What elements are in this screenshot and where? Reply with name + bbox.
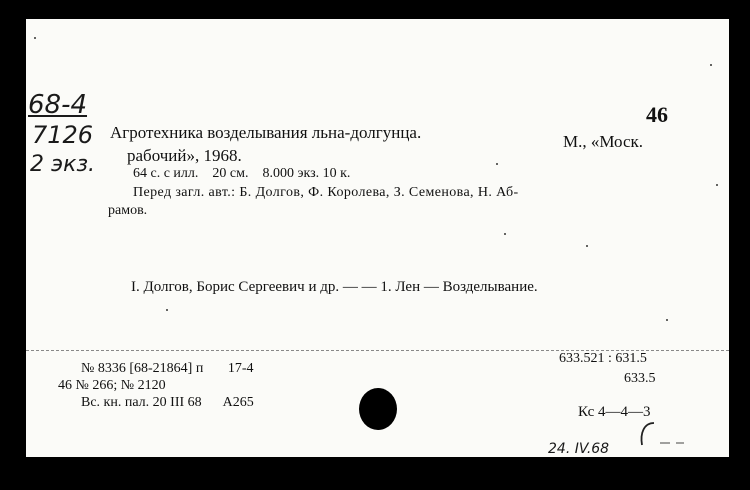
speck: [586, 245, 588, 247]
speck: [666, 319, 668, 321]
footer-card-refs: 46 № 266; № 2120: [58, 378, 166, 393]
speck: [166, 309, 168, 311]
speck: [504, 233, 506, 235]
speck: [34, 37, 36, 39]
tracing: I. Долгов, Борис Сергеевич и др. — — 1. Лен — Возделывание.: [131, 279, 538, 295]
note-line-1: Перед загл. авт.: Б. Долгов, Ф. Королева, З. Семенова, Н. Аб-: [133, 185, 519, 200]
catalog-card: [26, 19, 729, 457]
handwritten-date: 24. IV.68: [548, 441, 610, 457]
physical-description: 64 с. с илл. 20 см. 8.000 экз. 10 к.: [133, 166, 351, 181]
speck: [710, 64, 712, 66]
title-line-1: Агротехника возделывания льна-долгунца.: [110, 123, 422, 142]
title-line-2: рабочий», 1968.: [127, 146, 242, 165]
classification-udc-2: 633.5: [624, 371, 656, 386]
publisher-line-1: М., «Моск.: [563, 132, 644, 151]
handwritten-copies: 2 экз.: [30, 152, 96, 177]
note-line-2: рамов.: [108, 203, 148, 218]
card-number: 46: [646, 102, 668, 127]
speck: [716, 184, 718, 186]
classification-udc-1: 633.521 : 631.5: [559, 351, 647, 366]
footer-chamber-line: Вс. кн. пал. 20 III 68 А265: [81, 395, 254, 410]
punch-hole: [359, 388, 397, 430]
footer-number-line: № 8336 [68-21864] п 17-4: [81, 361, 254, 376]
call-number: Кс 4—4—3: [578, 404, 651, 420]
handwritten-hook-mark: [636, 419, 696, 451]
speck: [496, 163, 498, 165]
handwritten-shelfmark-2: 7126: [32, 121, 94, 149]
handwritten-shelfmark-1: 68-4: [28, 90, 88, 120]
